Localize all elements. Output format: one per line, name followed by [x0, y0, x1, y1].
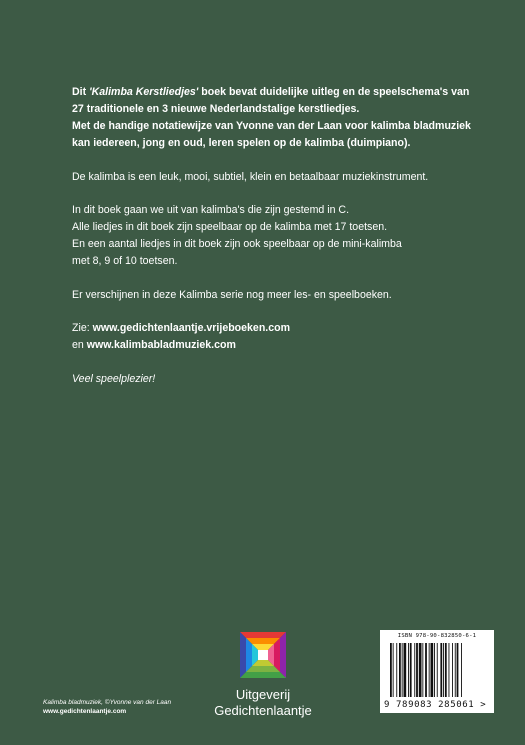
intro-line-1: Dit 'Kalimba Kerstliedjes' boek bevat duidelijke uitleg en de speelschema's van: [72, 86, 470, 98]
closing-text: Veel speelplezier!: [72, 373, 156, 385]
barcode-bar: [399, 643, 401, 697]
barcode-bar: [408, 643, 409, 697]
publisher-name-line-2: Gedichtenlaantje: [214, 703, 312, 718]
link-line-1: Zie: www.gedichtenlaantje.vrijeboeken.com: [72, 322, 291, 334]
book-title: 'Kalimba Kerstliedjes': [89, 86, 199, 98]
barcode-bar: [440, 643, 442, 697]
barcode-bar: [443, 643, 444, 697]
credit-website[interactable]: www.gedichtenlaantje.com: [43, 708, 127, 715]
isbn-digits: 9 789083 285061 >: [384, 700, 487, 710]
barcode-bar: [425, 643, 427, 697]
link-line-2: en www.kalimbabladmuziek.com: [72, 339, 236, 351]
website-link-kalimbabladmuziek[interactable]: www.kalimbabladmuziek.com: [86, 339, 236, 351]
barcode-bar: [449, 643, 450, 697]
barcode-bar: [461, 643, 462, 697]
barcode-bar: [429, 643, 430, 697]
barcode-bar: [393, 643, 394, 697]
barcode-bar: [419, 643, 422, 697]
website-link-vrijeboeken[interactable]: www.gedichtenlaantje.vrijeboeken.com: [92, 322, 291, 334]
tuning-line-2: Alle liedjes in dit boek zijn speelbaar op de kalimba met 17 toetsen.: [72, 221, 388, 233]
intro-line-4: kan iedereen, jong en oud, leren spelen op de kalimba (duimpiano).: [72, 137, 411, 149]
intro-line-3: Met de handige notatiewijze van Yvonne van der Laan voor kalimba bladmuziek: [72, 120, 471, 132]
barcode-bar: [416, 643, 418, 697]
barcode-bar: [410, 643, 412, 697]
barcode-bar: [404, 643, 407, 697]
barcode-bar: [437, 643, 438, 697]
isbn-barcode: [380, 630, 494, 713]
barcode-bar: [414, 643, 415, 697]
publisher-name-line-1: Uitgeverij: [235, 687, 291, 702]
barcode-bar: [452, 643, 453, 697]
credit-line: Kalimba bladmuziek, ©Yvonne van der Laan: [43, 699, 172, 706]
barcode-bar: [402, 643, 403, 697]
barcode-bar: [457, 643, 459, 697]
series-paragraph: Er verschijnen in deze Kalimba serie nog meer les- en speelboeken.: [72, 289, 392, 301]
barcode-bar: [455, 643, 456, 697]
instrument-paragraph: De kalimba is een leuk, mooi, subtiel, klein en betaalbaar muziekinstrument.: [72, 171, 429, 183]
tuning-line-3: En een aantal liedjes in dit boek zijn ook speelbaar op de mini-kalimba: [72, 238, 402, 250]
barcode-bar: [396, 643, 397, 697]
barcode-bar: [431, 643, 434, 697]
barcode-bar: [390, 643, 392, 697]
tuning-line-4: met 8, 9 of 10 toetsen.: [72, 255, 178, 267]
barcode-bar: [434, 643, 435, 697]
intro-line-2: 27 traditionele en 3 nieuwe Nederlandstalige kerstliedjes.: [72, 103, 360, 115]
tuning-line-1: In dit boek gaan we uit van kalimba's die zijn gestemd in C.: [72, 204, 350, 216]
barcode-bar: [422, 643, 423, 697]
barcode-bars-icon: [390, 643, 486, 697]
publisher-logo-icon: [236, 628, 290, 682]
barcode-bar: [445, 643, 447, 697]
isbn-label: ISBN 978-90-832850-6-1: [397, 633, 477, 639]
